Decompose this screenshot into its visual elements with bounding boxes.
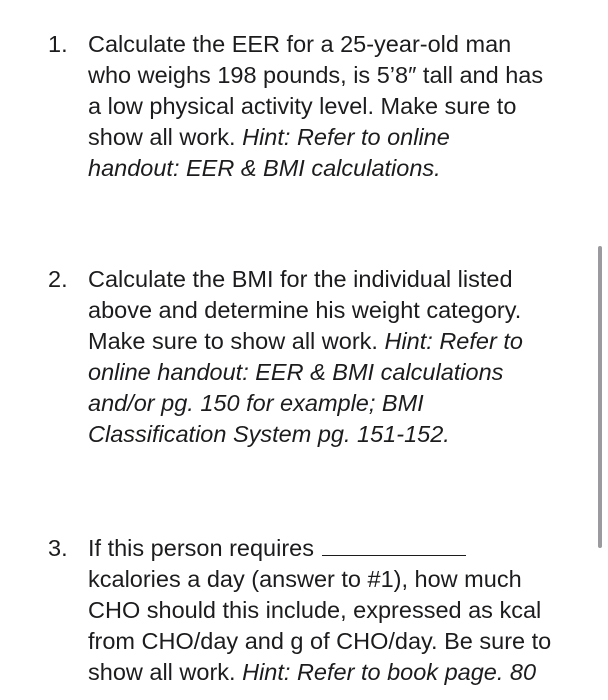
question-line: Calculate the EER for a 25-year-old man	[88, 31, 512, 57]
question-text-segment: If this person requires	[88, 535, 314, 561]
question-2	[48, 264, 588, 450]
question-line-with-hint	[88, 122, 588, 153]
hint-text: and/or pg. 150 for example; BMI	[88, 390, 424, 416]
question-line: from CHO/day and g of CHO/day. Be sure to	[88, 628, 552, 654]
question-text	[88, 533, 588, 688]
question-text	[88, 29, 588, 184]
question-number: 3.	[48, 535, 68, 561]
hint-text: Hint: Refer to online	[242, 124, 450, 150]
vertical-scrollbar[interactable]	[598, 246, 602, 548]
question-line-with-hint	[88, 326, 588, 357]
question-1	[48, 29, 588, 184]
question-text	[88, 264, 588, 450]
question-line-with-hint	[88, 657, 588, 688]
question-text-segment: show all work.	[88, 659, 243, 685]
answer-blank	[322, 537, 466, 556]
hint-text: Classification System pg. 151-152.	[88, 421, 450, 447]
question-number: 2.	[48, 266, 68, 292]
question-line-with-blank	[88, 533, 588, 564]
question-line: a low physical activity level. Make sure to	[88, 93, 517, 119]
question-line: above and determine his weight category.	[88, 297, 522, 323]
question-number: 1.	[48, 31, 68, 57]
question-line: who weighs 198 pounds, is 5’8″ tall and has	[88, 62, 544, 88]
hint-text: handout: EER & BMI calculations.	[88, 155, 441, 181]
hint-text: Hint: Refer to	[384, 328, 523, 354]
question-text-segment: show all work.	[88, 124, 243, 150]
hint-text: online handout: EER & BMI calculations	[88, 359, 504, 385]
question-text-segment: Make sure to show all work.	[88, 328, 385, 354]
question-line: kcalories a day (answer to #1), how much	[88, 566, 522, 592]
hint-text: Hint: Refer to book page. 80	[242, 659, 537, 685]
question-3	[48, 533, 588, 688]
question-line: CHO should this include, expressed as kcal	[88, 597, 542, 623]
question-line: Calculate the BMI for the individual listed	[88, 266, 513, 292]
